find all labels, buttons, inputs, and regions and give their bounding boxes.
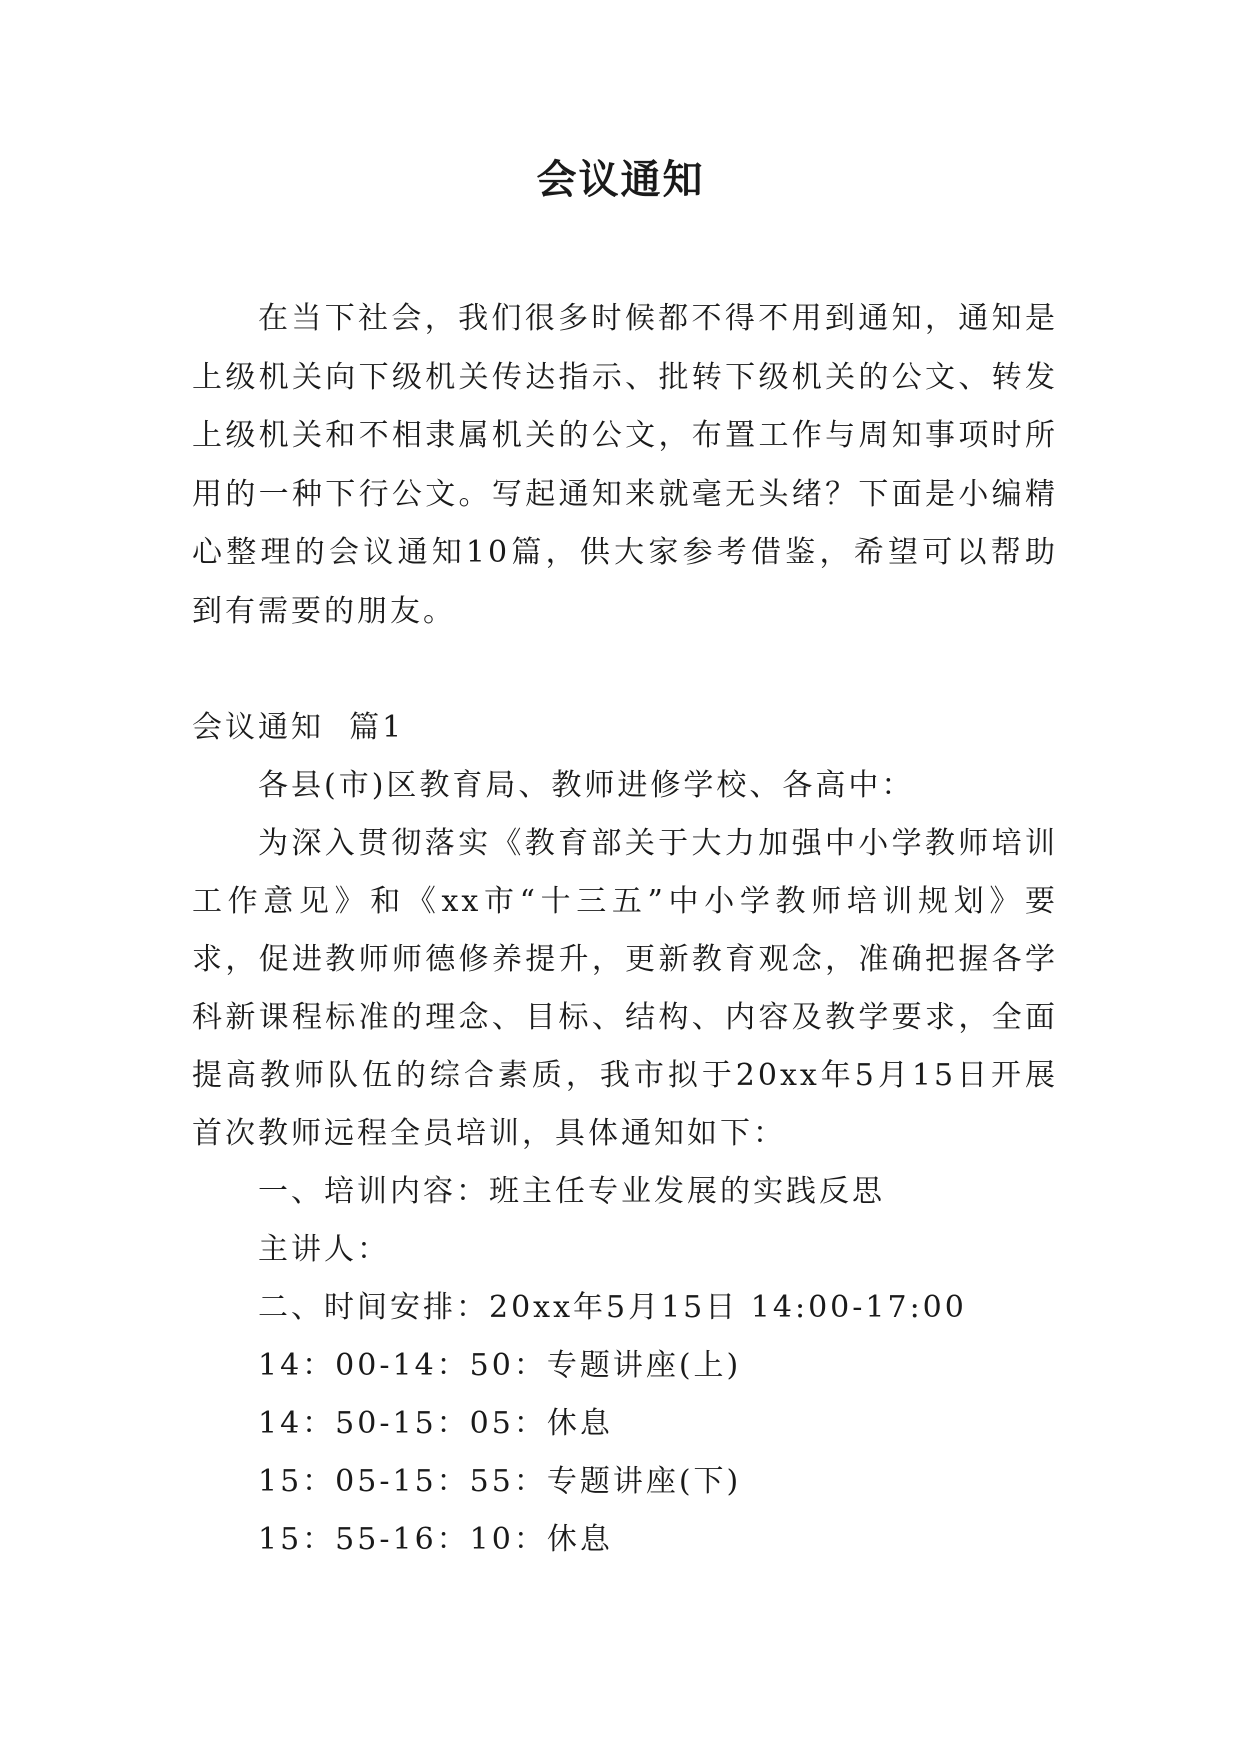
schedule-item: 15：55-16：10：休息 [258, 1522, 613, 1557]
intro-paragraph: 在当下社会，我们很多时候都不得不用到通知，通知是上级机关向下级机关传达指示、批转下级机关的公文、转发上级机关和不相隶属机关的公文，布置工作与周知事项时所用的一种下行公文。写起通知来就毫无头绪？下面是小编精心整理的会议通知10篇，供大家参考借鉴，希望可以帮助到有需要的朋友。 [192, 301, 1058, 629]
content-item: 一、培训内容：班主任专业发展的实践反思 [258, 1174, 885, 1209]
schedule-item: 14：50-15：05：休息 [258, 1406, 613, 1441]
document-title: 会议通知 [536, 157, 705, 203]
speaker-line: 主讲人： [258, 1232, 390, 1267]
section-1 [192, 699, 1058, 1569]
recipients-line: 各县(市)区教育局、教师进修学校、各高中： [258, 768, 915, 803]
time-item: 二、时间安排：20xx年5月15日 14:00-17:00 [258, 1290, 967, 1325]
body-paragraph: 为深入贯彻落实《教育部关于大力加强中小学教师培训工作意见》和《xx市“十三五”中小学教师培训规划》要求，促进教师师德修养提升，更新教育观念，准确把握各学科新课程标准的理念、目标、结构、内容及教学要求，全面提高教师队伍的综合素质，我市拟于20xx年5月15日开展首次教师远程全员培训，具体通知如下： [192, 826, 1058, 1151]
schedule-item: 15：05-15：55：专题讲座(下) [258, 1464, 742, 1499]
section-heading: 会议通知 篇1 [192, 710, 405, 745]
schedule-item: 14：00-14：50：专题讲座(上) [258, 1348, 742, 1383]
